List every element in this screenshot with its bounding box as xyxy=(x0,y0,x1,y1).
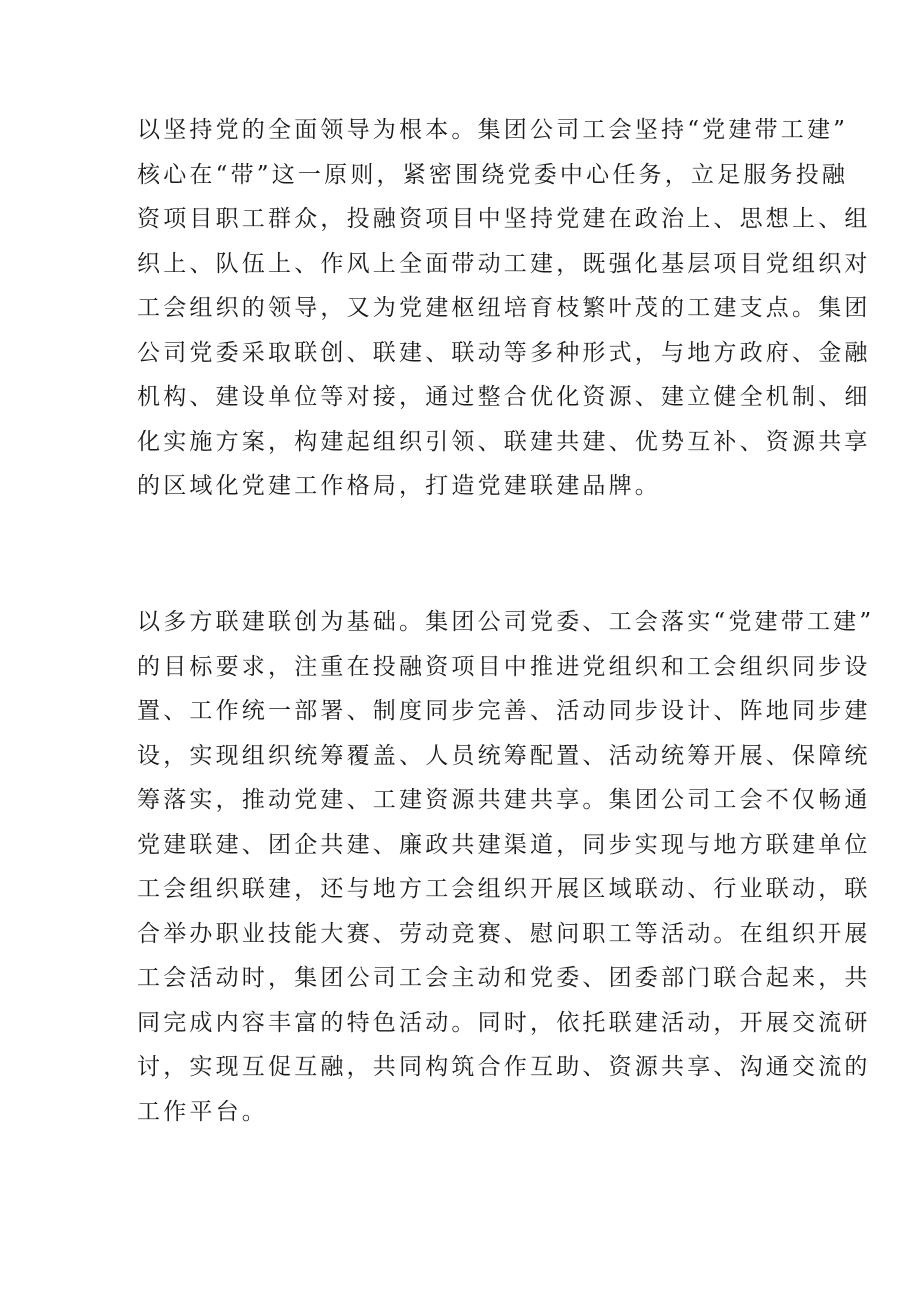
text-line: 核心在“带”这一原则，紧密围绕党委中心任务，立足服务投融 xyxy=(137,161,849,188)
text-line: 的目标要求，注重在投融资项目中推进党组织和工会组织同步设 xyxy=(137,653,871,680)
text-line: 讨，实现互促互融，共同构筑合作互助、资源共享、沟通交流的 xyxy=(137,1054,871,1080)
text-line: 设，实现组织统筹覆盖、人员统筹配置、活动统筹开展、保障统 xyxy=(137,742,871,769)
text-line: 公司党委采取联创、联建、联动等多种形式，与地方政府、金融 xyxy=(137,339,871,366)
paragraph-joint-construction xyxy=(137,600,875,1134)
text-line: 工会活动时，集团公司工会主动和党委、团委部门联合起来，共 xyxy=(137,965,871,991)
text-line: 以多方联建联创为基础。集团公司党委、工会落实“党建带工建” xyxy=(137,609,875,635)
text-line: 化实施方案，构建起组织引领、联建共建、优势互补、资源共享 xyxy=(137,428,871,455)
text-line: 的区域化党建工作格局，打造党建联建品牌。 xyxy=(137,473,661,499)
text-line: 以坚持党的全面领导为根本。集团公司工会坚持“党建带工建” xyxy=(137,117,849,143)
text-line: 机构、建设单位等对接，通过整合优化资源、建立健全机制、细 xyxy=(137,384,871,410)
text-line: 织上、队伍上、作风上全面带动工建，既强化基层项目党组织对 xyxy=(137,250,871,277)
text-line: 工会组织的领导，又为党建枢纽培育枝繁叶茂的工建支点。集团 xyxy=(137,295,871,321)
paragraph-party-leadership xyxy=(137,108,871,509)
text-line: 工会组织联建，还与地方工会组织开展区域联动、行业联动，联 xyxy=(137,876,871,902)
text-line: 同完成内容丰富的特色活动。同时，依托联建活动，开展交流研 xyxy=(137,1009,871,1036)
text-line: 党建联建、团企共建、廉政共建渠道，同步实现与地方联建单位 xyxy=(137,831,871,858)
text-line: 筹落实，推动党建、工建资源共建共享。集团公司工会不仅畅通 xyxy=(137,787,871,813)
text-line: 置、工作统一部署、制度同步完善、活动同步设计、阵地同步建 xyxy=(137,698,871,724)
text-line: 工作平台。 xyxy=(137,1098,268,1125)
text-line: 合举办职业技能大赛、劳动竞赛、慰问职工等活动。在组织开展 xyxy=(137,920,871,947)
text-line: 资项目职工群众，投融资项目中坚持党建在政治上、思想上、组 xyxy=(137,206,871,232)
